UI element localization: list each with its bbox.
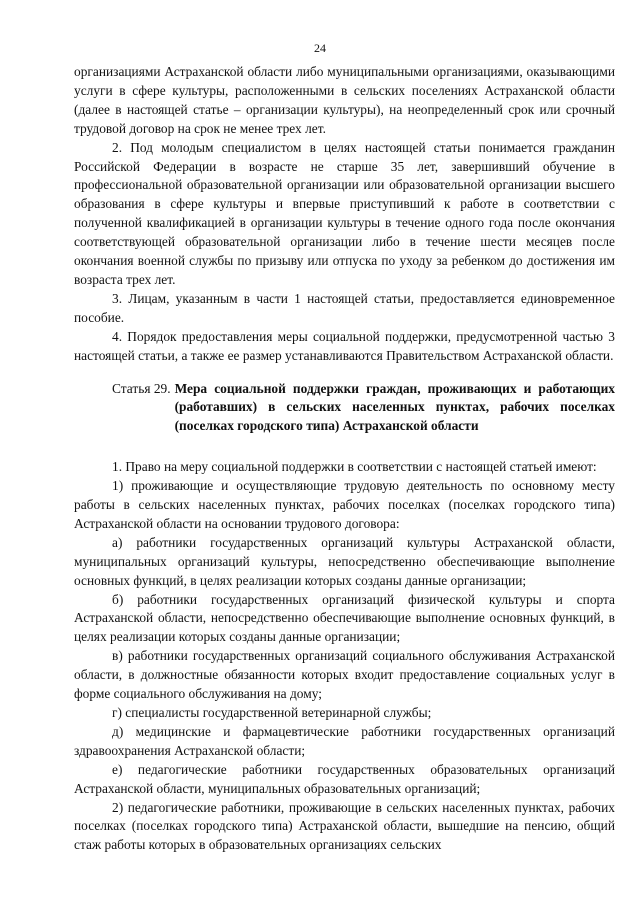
paragraph-item-1g: г) специалисты государственной ветеринарной службы; [112, 705, 432, 720]
paragraph-item-1v: в) работники государственных организаций социального обслуживания Астраханской области, в должностные обязанности которых входит предоставление социальных услуг в форме социального обслуживания на дому; [74, 648, 615, 702]
paragraph-item-1d: д) медицинские и фармацевтические работники государственных организаций здравоохранения Астраханской области; [74, 723, 615, 758]
article-heading [74, 380, 615, 437]
article-label: Статья 29. [112, 380, 171, 396]
paragraph-part-2: 2. Под молодым специалистом в целях настоящей статьи понимается гражданин Российской Федерации в возрасте не старше 35 лет, завершивший обучение в профессиональной образовательной организации или образовательной организации высшего образования в сфере культуры и впервые приступивший к работе в соответствии с полученной квалификацией в организации культуры в течение одного года после окончания соответствующей образовательной организации либо в течение шести месяцев после окончания военной службы по призыву или отпуска по уходу за ребенком до достижения им возраста трех лет. [74, 139, 615, 287]
paragraph-item-1b: б) работники государственных организаций физической культуры и спорта Астраханской области, непосредственно обеспечивающие выполнение основных функций, в целях реализации которых созданы данные организации; [74, 591, 615, 645]
paragraph-part-3: 3. Лицам, указанным в части 1 настоящей статьи, предоставляется единовременное пособие. [74, 290, 615, 325]
document-body [74, 63, 615, 855]
page-number: 24 [314, 41, 326, 55]
section-spacer [74, 450, 615, 458]
article-title: Мера социальной поддержки граждан, проживающих и работающих (работавших) в сельских населенных пунктах, рабочих поселках (поселках городского типа) Астраханской области [174, 380, 615, 434]
paragraph-part-4: 4. Порядок предоставления меры социальной поддержки, предусмотренной частью 3 настоящей статьи, а также ее размер устанавливаются Правительством Астраханской области. [74, 328, 615, 363]
paragraph-item-2: 2) педагогические работники, проживающие в сельских населенных пунктах, рабочих поселках (поселках городского типа) Астраханской области, вышедшие на пенсию, общий стаж работы которых в образовательных организациях сельских [74, 799, 615, 853]
paragraph-item-1: 1) проживающие и осуществляющие трудовую деятельность по основному месту работы в сельских населенных пунктах, рабочих поселках (поселках городского типа) Астраханской области на основании трудового договора: [74, 478, 615, 531]
paragraph-item-1e: е) педагогические работники государственных образовательных организаций Астраханской области, муниципальных образовательных организаций; [74, 761, 615, 796]
paragraph-item-1a: а) работники государственных организаций культуры Астраханской области, муниципальных организаций культуры, непосредственно обеспечивающие выполнение основных функций, в целях реализации которых созданы данные организации; [74, 534, 615, 588]
paragraph-right-intro: 1. Право на меру социальной поддержки в соответствии с настоящей статьей имеют: [112, 459, 597, 475]
paragraph-continuation: организациями Астраханской области либо муниципальными организациями, оказывающими услуги в сфере культуры, расположенными в сельских поселениях Астраханской области (далее в настоящей статье – организации культуры), на неопределенный срок или срочный трудовой договор на срок не менее трех лет. [74, 64, 615, 136]
